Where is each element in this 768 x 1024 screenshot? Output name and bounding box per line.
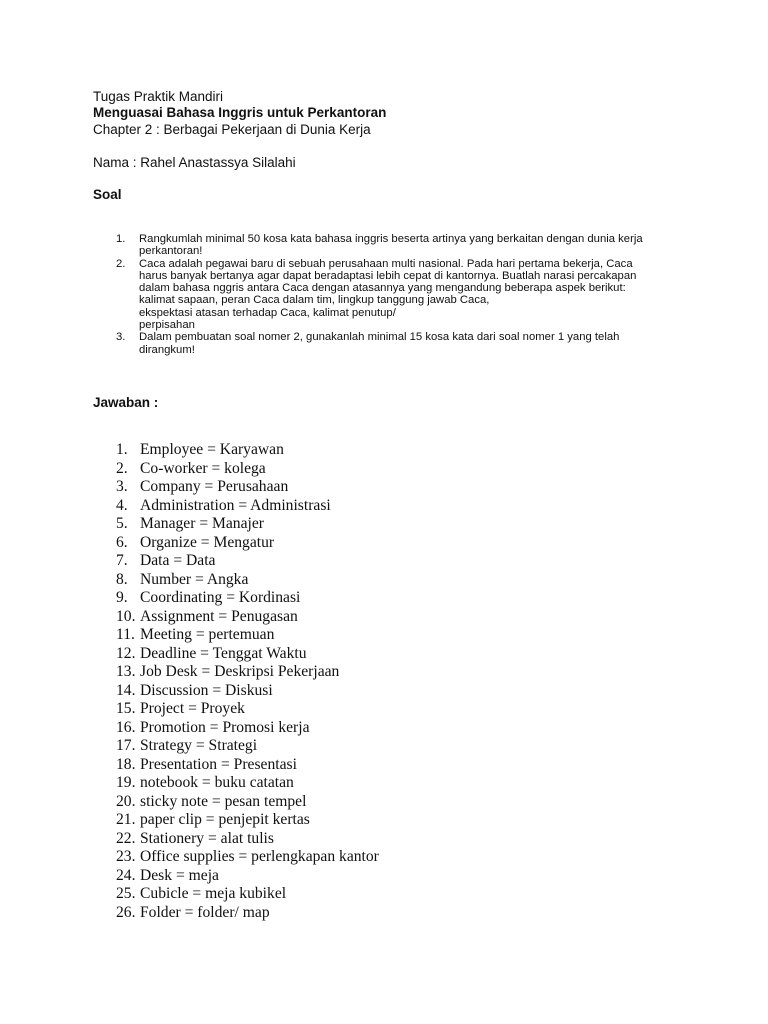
- question-number: 2.: [116, 257, 126, 270]
- answer-text: Promotion = Promosi kerja: [140, 718, 310, 736]
- answer-item: [116, 830, 536, 849]
- question-number: 1.: [116, 233, 126, 245]
- answer-item: [116, 571, 536, 590]
- answer-item: [116, 885, 536, 904]
- answer-text: Co-worker = kolega: [140, 459, 266, 477]
- answer-item: [116, 848, 536, 867]
- answer-number: 15.: [116, 700, 136, 717]
- answer-item: [116, 534, 536, 553]
- answer-text: Administration = Administrasi: [140, 496, 331, 514]
- question-text-line: dalam bahasa nggris antara Caca dengan atasannya yang mengandung beberapa aspek berikut:: [139, 282, 626, 295]
- answer-text: Desk = meja: [140, 866, 219, 884]
- question-item: [116, 258, 676, 332]
- answer-number: 14.: [116, 681, 136, 699]
- answer-item: [116, 682, 536, 701]
- jawaban-heading: Jawaban :: [93, 395, 159, 410]
- task-title: Tugas Praktik Mandiri: [93, 89, 224, 104]
- answer-text: Number = Angka: [140, 570, 249, 588]
- answer-text: Project = Proyek: [140, 700, 245, 717]
- answer-item: [116, 552, 536, 571]
- question-item: [116, 233, 676, 258]
- answer-text: Deadline = Tenggat Waktu: [140, 644, 307, 662]
- question-text-line: Caca adalah pegawai baru di sebuah perusahaan multi nasional. Pada hari pertama bekerja, Caca: [139, 257, 633, 270]
- answer-text: Stationery = alat tulis: [140, 829, 274, 847]
- answer-text: Discussion = Diskusi: [140, 681, 273, 699]
- answer-number: 23.: [116, 848, 136, 865]
- answer-number: 24.: [116, 866, 136, 884]
- answer-number: 16.: [116, 718, 136, 736]
- answer-item: [116, 904, 536, 923]
- answer-item: [116, 867, 536, 886]
- answer-number: 25.: [116, 885, 136, 902]
- answer-text: Strategy = Strategi: [140, 737, 258, 754]
- answer-text: sticky note = pesan tempel: [140, 792, 307, 810]
- question-text-line: Rangkumlah minimal 50 kosa kata bahasa inggris beserta artinya yang berkaitan dengan dunia kerja: [139, 233, 643, 245]
- answer-text: paper clip = penjepit kertas: [140, 811, 310, 828]
- answer-number: 26.: [116, 903, 136, 921]
- answer-text: Folder = folder/ map: [140, 903, 270, 921]
- answer-item: [116, 497, 536, 516]
- answer-text: Company = Perusahaan: [140, 478, 289, 495]
- course-title: Menguasai Bahasa Inggris untuk Perkantoran: [93, 105, 387, 120]
- answer-item: [116, 515, 536, 534]
- answer-number: 19.: [116, 774, 136, 791]
- student-name: Nama : Rahel Anastassya Silalahi: [93, 155, 296, 170]
- answer-number: 7.: [116, 552, 128, 569]
- answer-number: 17.: [116, 737, 136, 754]
- answer-text: Employee = Karyawan: [140, 441, 284, 458]
- answer-number: 18.: [116, 755, 136, 773]
- soal-heading: Soal: [93, 187, 122, 202]
- answer-item: [116, 626, 536, 645]
- answer-item: [116, 589, 536, 608]
- answer-number: 4.: [116, 496, 128, 514]
- answer-number: 11.: [116, 626, 135, 643]
- answer-number: 12.: [116, 644, 136, 662]
- answer-number: 20.: [116, 792, 136, 810]
- answer-item: [116, 793, 536, 812]
- answer-list: [116, 441, 536, 922]
- question-item: [116, 331, 676, 356]
- answer-number: 2.: [116, 459, 128, 477]
- answer-number: 1.: [116, 441, 128, 458]
- question-text-line: perkantoran!: [139, 245, 203, 258]
- answer-text: Cubicle = meja kubikel: [140, 885, 287, 902]
- answer-text: Data = Data: [140, 552, 216, 569]
- question-text-line: ekspektasi atasan terhadap Caca, kalimat penutup/: [139, 306, 396, 319]
- answer-item: [116, 663, 536, 682]
- answer-item: [116, 441, 536, 460]
- chapter-title: Chapter 2 : Berbagai Pekerjaan di Dunia Kerja: [93, 122, 371, 137]
- answer-item: [116, 774, 536, 793]
- answer-number: 13.: [116, 663, 136, 680]
- answer-number: 8.: [116, 570, 128, 588]
- answer-item: [116, 460, 536, 479]
- answer-item: [116, 478, 536, 497]
- answer-number: 5.: [116, 515, 128, 532]
- question-text-line: Dalam pembuatan soal nomer 2, gunakanlah minimal 15 kosa kata dari soal nomer 1 yang telah: [139, 331, 620, 344]
- answer-number: 6.: [116, 533, 128, 551]
- answer-text: Office supplies = perlengkapan kantor: [140, 848, 379, 865]
- answer-number: 10.: [116, 607, 136, 625]
- question-number: 3.: [116, 331, 126, 344]
- answer-number: 3.: [116, 478, 128, 495]
- answer-number: 22.: [116, 829, 136, 847]
- answer-item: [116, 737, 536, 756]
- answer-text: Coordinating = Kordinasi: [140, 589, 301, 606]
- answer-text: notebook = buku catatan: [140, 774, 294, 791]
- answer-item: [116, 700, 536, 719]
- question-text-line: dirangkum!: [139, 343, 195, 356]
- question-list: [116, 233, 676, 356]
- answer-text: Manager = Manajer: [140, 515, 264, 532]
- answer-item: [116, 811, 536, 830]
- answer-text: Job Desk = Deskripsi Pekerjaan: [140, 663, 340, 680]
- answer-number: 9.: [116, 589, 128, 606]
- answer-number: 21.: [116, 811, 136, 828]
- answer-text: Presentation = Presentasi: [140, 755, 297, 773]
- answer-item: [116, 719, 536, 738]
- answer-item: [116, 608, 536, 627]
- question-text-line: kalimat sapaan, peran Caca dalam tim, lingkup tanggung jawab Caca,: [139, 294, 490, 307]
- question-text-line: harus banyak bertanya agar dapat beradaptasi lebih cepat di kantornya. Buatlah narasi percakapan: [139, 269, 637, 282]
- answer-item: [116, 645, 536, 664]
- answer-item: [116, 756, 536, 775]
- answer-text: Meeting = pertemuan: [140, 626, 275, 643]
- answer-text: Organize = Mengatur: [140, 533, 275, 551]
- answer-text: Assignment = Penugasan: [140, 607, 298, 625]
- question-text-line: perpisahan: [139, 319, 195, 332]
